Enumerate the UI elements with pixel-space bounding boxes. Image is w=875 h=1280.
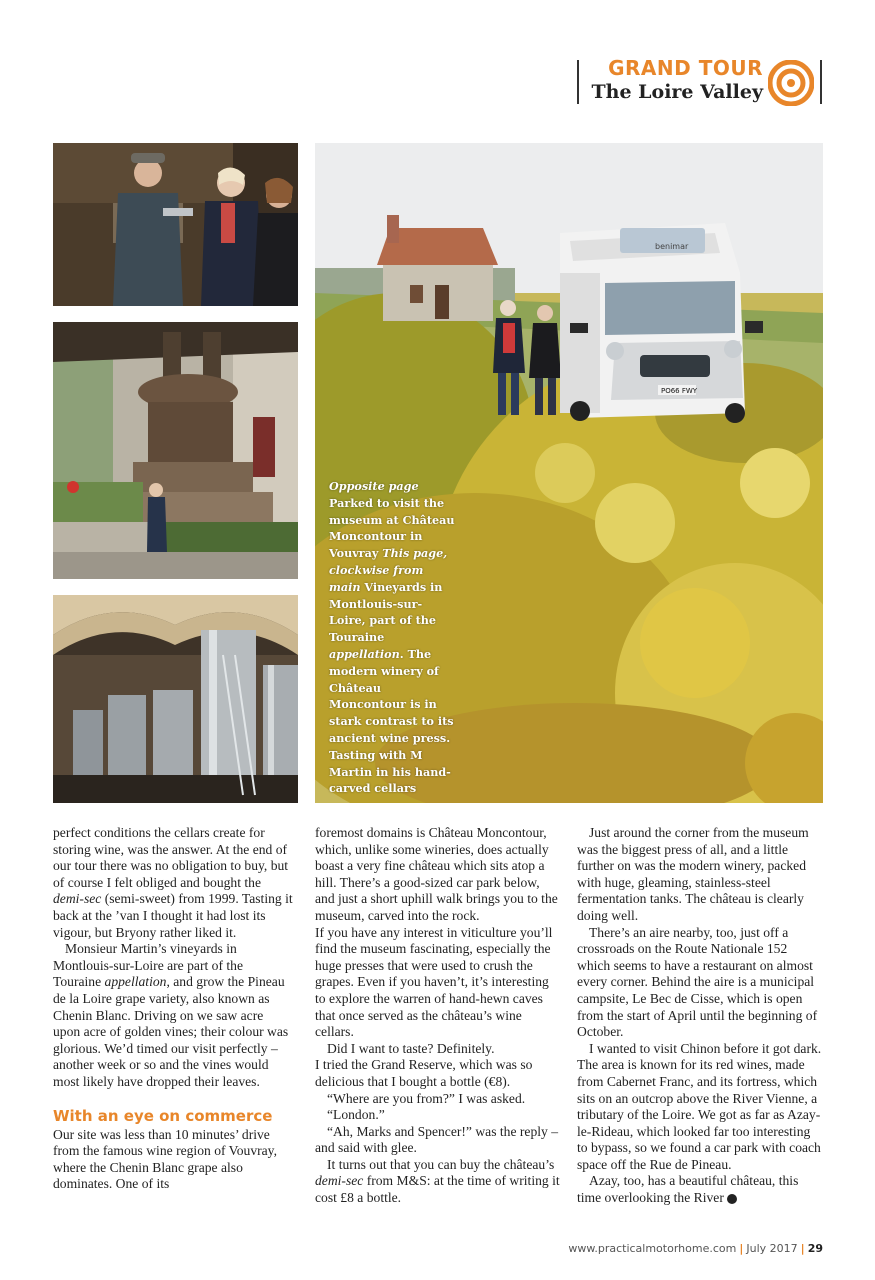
paragraph: I wanted to visit Chinon before it got dark. The area is known for its red wines, made from Cabernet Franc, and its fortress, which sits on an outcrop above the River Vienne, a tributary of the Loire. We got as far as Azay-le-Rideau, which looked far too interesting to bypass, so we found a car park with coach space off the Rue de Pineau. xyxy=(577,1040,822,1172)
text-run: from M&S: at the time of writing it cost £8 a bottle. xyxy=(315,1173,560,1206)
press-photo xyxy=(53,322,298,579)
text-run: Monsieur Martin’s vineyards in Montlouis-sur-Loire are part of the Touraine xyxy=(53,941,243,990)
continue-arrow-icon: ➔ xyxy=(727,1194,737,1204)
subheading: With an eye on commerce xyxy=(53,1106,273,1125)
text-run: perfect conditions the cellars create for storing wine, was the answer. At the end of our tour there was no obligation to buy, but of course I felt obliged and bought the xyxy=(53,825,289,890)
paragraph: “London.” xyxy=(327,1107,385,1123)
tasting-photo xyxy=(53,143,298,306)
paragraph: Our site was less than 10 minutes’ drive from the famous wine region of Vouvray, where the Chenin Blanc grape also dominates. One of its xyxy=(53,1126,277,1192)
text-run-italic: appellation xyxy=(104,974,167,990)
paragraph: Just around the corner from the museum was the biggest press of all, and a little further on was the modern winery, packed with huge, gleaming, stainless-steel fermentation tanks. The château is clearly doing well. xyxy=(577,825,809,923)
page-number: 29 xyxy=(807,1242,823,1255)
paragraph: “Ah, Marks and Spencer!” was the reply – and said with glee. xyxy=(315,1123,559,1156)
winery-photo xyxy=(53,595,298,803)
section-title: The Loire Valley xyxy=(591,81,763,103)
text-run: , and grow the Pineau de la Loire grape variety, also known as Chenin Blanc. Driving on we saw acre upon acre of golden vines; their colour was glorious. We’d timed our visit perfectly – another week or so and the vines would most likely have dropped their leaves. xyxy=(53,974,289,1089)
text-run-italic: demi-sec xyxy=(53,891,102,907)
paragraph xyxy=(315,1157,560,1207)
body-column-3 xyxy=(577,825,823,1207)
caption-text-2: Vineyards in Montlouis-sur-Loire, part of the Touraine xyxy=(329,579,443,645)
paragraph: foremost domains is Château Moncontour, which, unlike some wineries, does actually boast a very fine château which sits atop a hill. There’s a good-sized car park below, and just a short uphill walk brings you to the museum, carved into the rock. xyxy=(315,825,558,923)
paragraph: If you have any interest in viticulture you’ll find the museum fascinating, especially the huge presses that were used to crush the grapes. Even if you haven’t, it’s interesting to explore the warren of hand-hewn caves that once served as the château’s wine cellars. xyxy=(315,924,553,1040)
page-footer xyxy=(568,1242,823,1255)
footer-separator: | xyxy=(800,1242,805,1255)
footer-website: www.practicalmotorhome.com xyxy=(568,1242,737,1255)
paragraph: Did I want to taste? Definitely. xyxy=(327,1040,495,1056)
footer-separator: | xyxy=(739,1242,744,1255)
footer-issue: July 2017 xyxy=(746,1242,798,1255)
vehicle-plate-label: PO66 FWY xyxy=(661,387,698,395)
paragraph: There’s an aire nearby, too, just off a crossroads on the Route Nationale 152 which seems to have a restaurant on almost every corner. Behind the aire is a municipal campsite, Le Bec de Cisse, which is open from the start of April until the beginning of October. xyxy=(577,924,818,1040)
text-run-italic: demi-sec xyxy=(315,1173,364,1189)
vehicle-brand-label: benimar xyxy=(655,242,689,251)
body-column-1 xyxy=(53,825,293,1193)
paragraph: I tried the Grand Reserve, which was so delicious that I bought a bottle (€8). xyxy=(315,1057,533,1089)
paragraph: “Where are you from?” I was asked. xyxy=(327,1090,526,1106)
header-rule-right xyxy=(820,60,822,104)
caption-this-page: This page, clockwise from main xyxy=(329,546,448,594)
paragraph xyxy=(53,941,293,1090)
body-column-2 xyxy=(315,825,560,1207)
section-kicker: GRAND TOUR xyxy=(608,56,763,80)
target-logo-icon xyxy=(768,60,814,106)
caption-appellation: appellation xyxy=(329,646,400,661)
text-run: (semi-sweet) from 1999. Tasting it back at the ’van I thought it had lost its vigour, but Bryony rather liked it. xyxy=(53,891,293,940)
caption-text-1: Parked to visit the museum at Château Moncontour in Vouvray xyxy=(329,495,455,561)
text-run: It turns out that you can buy the château’s xyxy=(327,1156,555,1172)
section-header xyxy=(592,56,764,104)
paragraph xyxy=(577,1173,823,1206)
header-rule-left xyxy=(577,60,579,104)
paragraph xyxy=(53,825,293,941)
text-run: Azay, too, has a beautiful château, this time overlooking the River xyxy=(577,1173,799,1206)
caption-opposite: Opposite page xyxy=(329,479,419,493)
photo-caption xyxy=(329,478,457,797)
caption-text-3: . The modern winery of Château Moncontour is in stark contrast to its ancient wine press. Tasting with M Martin in his hand-carved cellars xyxy=(329,646,454,796)
